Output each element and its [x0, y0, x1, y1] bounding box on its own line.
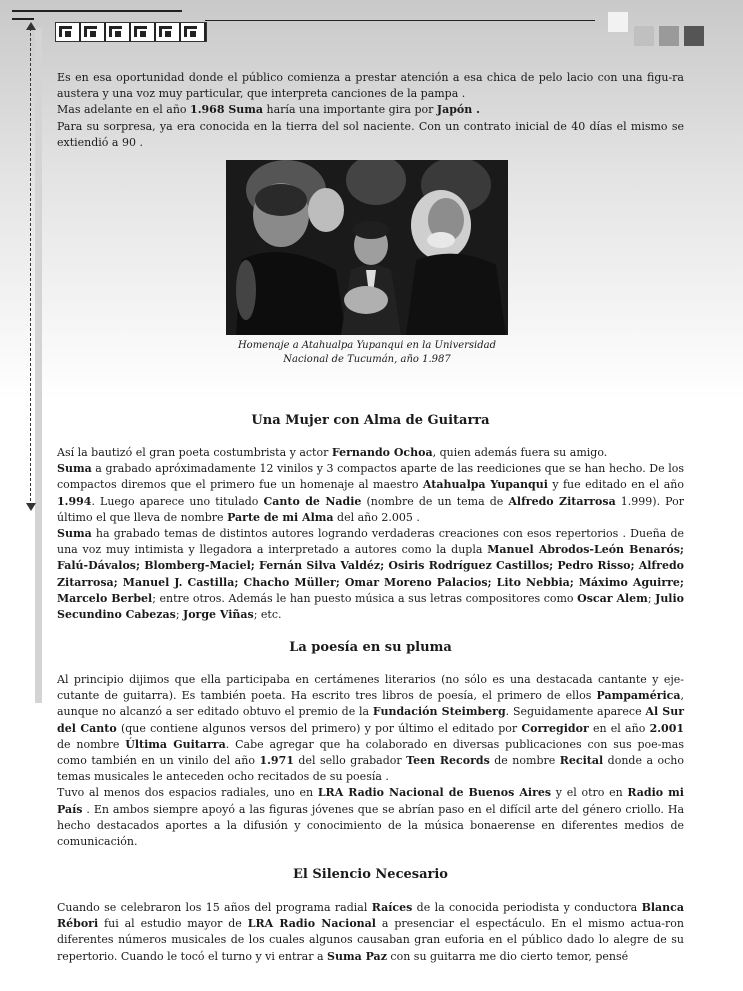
paragraph: [57, 102, 684, 118]
text-run: ; etc.: [253, 608, 282, 622]
bold-text: LRA Radio Nacional de Buenos Aires: [317, 786, 552, 800]
bold-text: Recital: [559, 754, 604, 768]
text-run: y el otro en: [551, 786, 628, 800]
text-run: donde a ocho temas musicales le anteceden ocho recitados de su poesía .: [57, 754, 685, 784]
text-run: . Luego aparece uno titulado: [91, 494, 264, 508]
text-run: 1.999). Por último el que lleva de nombre: [57, 494, 685, 524]
photo-yupanqui-tribute: [226, 160, 508, 335]
bold-text: Al Sur del Canto: [57, 705, 684, 735]
text-run: Tuvo al menos dos espacios radiales, uno en: [57, 786, 318, 800]
top-rule-main: [205, 20, 595, 21]
text-run: de nombre: [57, 737, 126, 751]
bold-text: Fundación Steimberg: [372, 705, 506, 719]
paragraph: [57, 119, 684, 151]
paragraph: [57, 445, 684, 461]
text-run: ;: [175, 608, 184, 622]
paragraph: [57, 70, 684, 102]
deco-square-white: [608, 12, 628, 32]
bold-text: LRA Radio Nacional: [247, 917, 376, 931]
section-heading-poesia: La poesía en su pluma: [289, 640, 452, 655]
paragraph: [57, 526, 684, 623]
intro-text: [57, 70, 684, 151]
bold-text: 1.968 Suma: [190, 103, 264, 117]
bold-text: Parte de mi Alma: [227, 510, 334, 524]
paragraph: [57, 461, 684, 526]
text-run: a presenciar el espectáculo. En el mismo actua-ron diferentes números musicales de los cuales algunos causaban gran euforia en el público dado lo alegre de su repertorio. Cuando le tocó el turno y vi entrar a: [57, 917, 684, 963]
bold-text: 1.994: [57, 494, 92, 508]
section-body-silencio: [57, 900, 684, 965]
bold-text: Suma: [57, 462, 92, 476]
bold-text: Atahualpa Yupanqui: [422, 478, 548, 492]
text-run: ha grabado temas de distintos autores logrando verdaderas creaciones con esos repertorios . Dueña de una voz muy intimista y llegadora a interpretado a autores como la dupla: [57, 527, 684, 557]
text-run: del año 2.005 .: [333, 510, 420, 524]
bold-text: Manuel Abrodos-León Benarós; Falú-Dávalos; Blomberg-Maciel; Fernán Silva Valdéz; Osiris Rodríguez Castillos; Pedro Risso; Alfredo Zitarrosa; Manuel J. Castilla; Chacho Müller; Omar Moreno Palacios; Lito Nebbia; Máximo Aguirre; Marcelo Berbel: [57, 543, 684, 605]
deco-square-mid: [659, 26, 679, 46]
section-heading-silencio: El Silencio Necesario: [293, 867, 448, 882]
text-run: de nombre: [489, 754, 560, 768]
text-run: (que contiene algunos versos del primero) y por último el editado por: [116, 721, 522, 735]
bold-text: Última Guitarra: [125, 737, 226, 751]
bold-text: Julio Secundino Cabezas: [57, 591, 685, 622]
arrow-up-icon: [26, 22, 36, 30]
section-body-poesia: [57, 672, 684, 850]
text-run: Para su sorpresa, ya era conocida en la tierra del sol naciente. Con un contrato inicial de 40 días el mismo se extiendió a 90 .: [57, 119, 684, 149]
bold-text: Pampamérica: [596, 689, 681, 703]
text-run: en el año: [588, 721, 650, 735]
bold-text: Alfredo Zitarrosa: [508, 494, 616, 508]
paragraph: [57, 785, 684, 850]
paragraph: [57, 900, 684, 965]
text-run: haría una importante gira por: [263, 103, 437, 117]
text-run: Es en esa oportunidad donde el público comienza a prestar atención a esa chica de pelo lacio con una figu-ra austera y una voz muy particular, que interpreta canciones de la pampa .: [57, 71, 684, 101]
bold-text: Teen Records: [406, 754, 490, 768]
bold-text: Fernando Ochoa: [331, 446, 433, 459]
text-run: del sello grabador: [293, 754, 407, 768]
bold-text: 2.001: [649, 721, 685, 735]
arrow-down-icon: [26, 503, 36, 511]
bold-text: Suma: [57, 527, 92, 541]
bold-text: Jorge Viñas: [183, 608, 254, 622]
text-run: ; entre otros. Además le han puesto música a sus letras compositores como: [152, 591, 578, 605]
bold-text: Canto de Nadie: [263, 494, 362, 508]
text-run: fui al estudio mayor de: [98, 917, 248, 931]
text-run: Cuando se celebraron los 15 años del programa radial: [57, 901, 372, 914]
text-run: (nombre de un tema de: [361, 494, 509, 508]
text-run: a grabado apróximadamente 12 vinilos y 3 compactos aparte de las reediciones que se han hecho. De los compactos diremos que el primero fue un homenaje al maestro: [57, 462, 684, 492]
section-body-alma-guitarra: [57, 445, 684, 623]
deco-square-light: [634, 26, 654, 46]
text-run: . En ambos siempre apoyó a las figuras jóvenes que se abrían paso en el difícil arte del género criollo. Ha hecho destacados aportes a la difusión y conocimiento de la música bonaerense en diferentes medios de comunicación.: [57, 802, 684, 849]
bold-text: Raíces: [371, 901, 413, 914]
bold-text: Blanca Rébori: [57, 901, 685, 931]
bold-text: Corregidor: [521, 721, 589, 735]
text-run: , quien además fuera su amigo.: [432, 446, 608, 459]
deco-square-dark: [684, 26, 704, 46]
section-heading-alma-guitarra: Una Mujer con Alma de Guitarra: [251, 413, 490, 428]
text-run: Al principio dijimos que ella participaba en certámenes literarios (no sólo es una destacada cantante y eje-cutante de guitarra). Es también poeta. Ha escrito tres libros de poesía, el primero de ellos: [57, 673, 684, 703]
caption-line-1: Homenaje a Atahualpa Yupanqui en la Universidad: [237, 340, 497, 351]
dashed-arrow-line: [30, 28, 31, 506]
bold-text: Oscar Alem: [577, 591, 648, 605]
photo-caption: [226, 339, 508, 367]
paragraph: [57, 672, 684, 785]
text-run: . Cabe agregar que ha colaborado en diversas publicaciones con sus poe-mas como también en un vinilo del año: [57, 737, 684, 768]
bold-text: Japón .: [436, 103, 480, 117]
text-run: ;: [647, 591, 656, 605]
side-margin-bar: [35, 28, 42, 703]
bold-text: 1.971: [259, 754, 294, 768]
text-run: con su guitarra me dio cierto temor, pensé: [386, 949, 629, 963]
greek-key-ornament: [55, 22, 207, 42]
text-run: Mas adelante en el año: [57, 103, 191, 117]
top-rule-short: [12, 18, 34, 20]
text-run: . Seguidamente aparece: [505, 705, 646, 719]
bold-text: Radio mi País: [57, 786, 684, 816]
caption-line-2: Nacional de Tucumán, año 1.987: [283, 354, 451, 365]
top-rule-left: [12, 10, 182, 12]
text-run: de la conocida periodista y conductora: [412, 901, 642, 914]
bold-text: Suma Paz: [327, 949, 387, 963]
text-run: Así la bautizó el gran poeta costumbrista y actor: [57, 446, 332, 459]
text-run: , aunque no alcanzó a ser editado obtuvo el premio de la: [57, 689, 684, 719]
text-run: y fue editado en el año: [547, 478, 684, 492]
